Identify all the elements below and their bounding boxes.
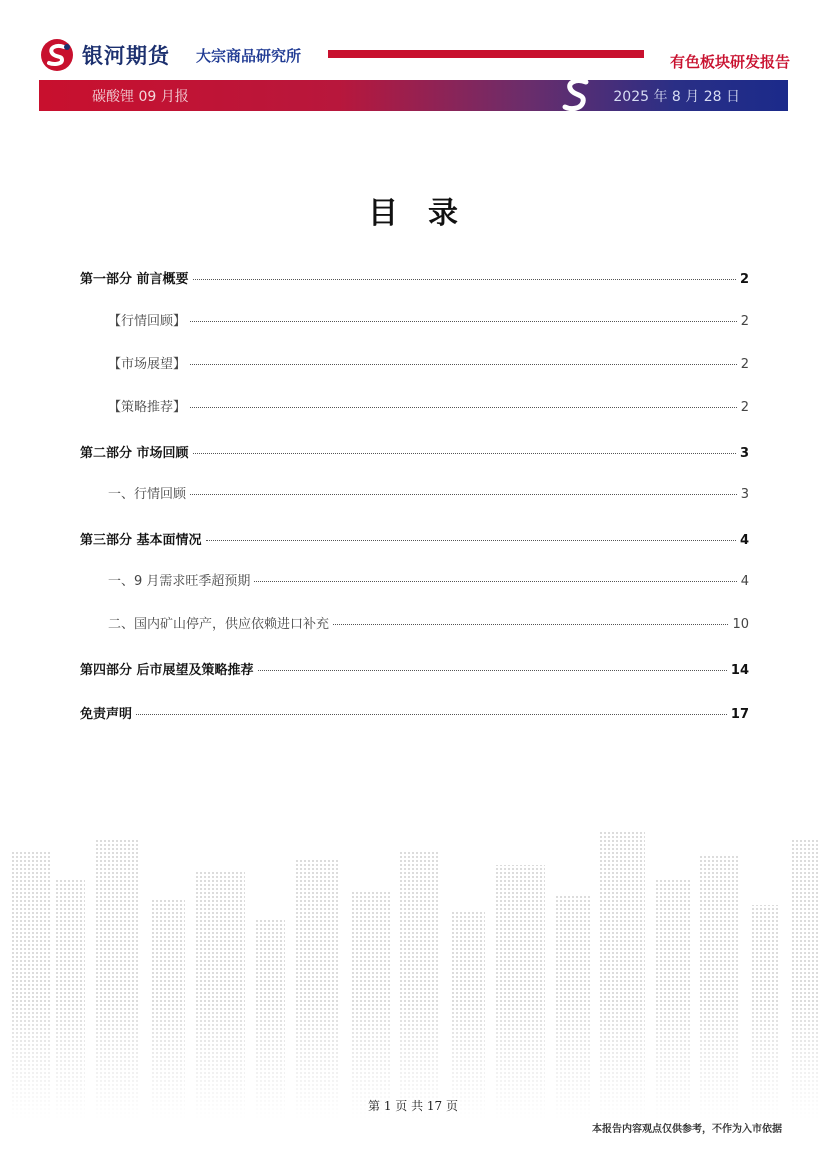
toc-entry-label: 第一部分 前言概要 (80, 272, 189, 287)
toc-entry-page: 14 (730, 663, 749, 678)
toc-entry-page: 2 (739, 272, 749, 287)
toc-entry-label: 第二部分 市场回顾 (80, 446, 189, 461)
toc-entry[interactable] (80, 529, 749, 548)
toc-entry[interactable] (80, 659, 749, 678)
city-skyline-watermark (0, 820, 826, 1120)
toc-entry[interactable] (108, 310, 749, 329)
toc-entry-label: 一、9 月需求旺季超预期 (108, 574, 251, 589)
toc-entry-page: 4 (740, 574, 749, 589)
toc-entry-page: 2 (740, 314, 749, 329)
report-date: 2025 年 8 月 28 日 (613, 89, 740, 105)
dot-leader (206, 540, 736, 541)
header-divider (328, 50, 644, 58)
toc-entry-page: 4 (739, 533, 749, 548)
dot-leader (190, 321, 737, 322)
header-band (39, 80, 788, 111)
dot-leader (258, 670, 727, 671)
toc-entry-page: 10 (732, 617, 749, 632)
toc-entry-page: 3 (740, 487, 749, 502)
report-category: 有色板块研发报告 (669, 53, 790, 71)
toc-entry[interactable] (80, 442, 749, 461)
dot-leader (190, 364, 737, 365)
toc-entry[interactable] (108, 353, 749, 372)
toc-entry-page: 17 (730, 707, 749, 722)
toc-entry-label: 【市场展望】 (108, 357, 187, 372)
page-header (0, 0, 826, 115)
toc-entry-label: 【策略推荐】 (108, 400, 187, 415)
toc-entry-label: 免责声明 (80, 707, 133, 722)
toc-entry-page: 2 (740, 357, 749, 372)
toc-entry-label: 一、行情回顾 (108, 487, 187, 502)
toc-entry[interactable] (108, 483, 749, 502)
institute-name: 大宗商品研究所 (196, 47, 302, 65)
toc-entry[interactable] (80, 703, 749, 722)
dot-leader (190, 494, 737, 495)
toc-entry[interactable] (108, 570, 749, 589)
report-name: 碳酸锂 09 月报 (92, 89, 189, 105)
toc-entry-label: 第三部分 基本面情况 (80, 533, 202, 548)
brand-name: 银河期货 (82, 44, 170, 68)
toc-entry-label: 【行情回顾】 (108, 314, 187, 329)
toc-entry[interactable] (80, 268, 749, 287)
dot-leader (190, 407, 737, 408)
dot-leader (333, 624, 728, 625)
dot-leader (193, 279, 736, 280)
toc-entry[interactable] (108, 613, 749, 632)
toc-entry-page: 2 (740, 400, 749, 415)
toc-title: 目录 (368, 196, 488, 231)
s-swoosh-icon (559, 76, 593, 116)
page-indicator: 第 1 页 共 17 页 (368, 1099, 458, 1113)
galaxy-logo-icon (40, 38, 74, 72)
toc-entry-label: 第四部分 后市展望及策略推荐 (80, 663, 254, 678)
dot-leader (193, 453, 736, 454)
dot-leader (254, 581, 736, 582)
footer-disclaimer: 本报告内容观点仅供参考，不作为入市依据 (592, 1124, 782, 1135)
toc-entry-label: 二、国内矿山停产，供应依赖进口补充 (108, 617, 330, 632)
dot-leader (136, 714, 727, 715)
toc-entry[interactable] (108, 396, 749, 415)
toc-entry-page: 3 (739, 446, 749, 461)
